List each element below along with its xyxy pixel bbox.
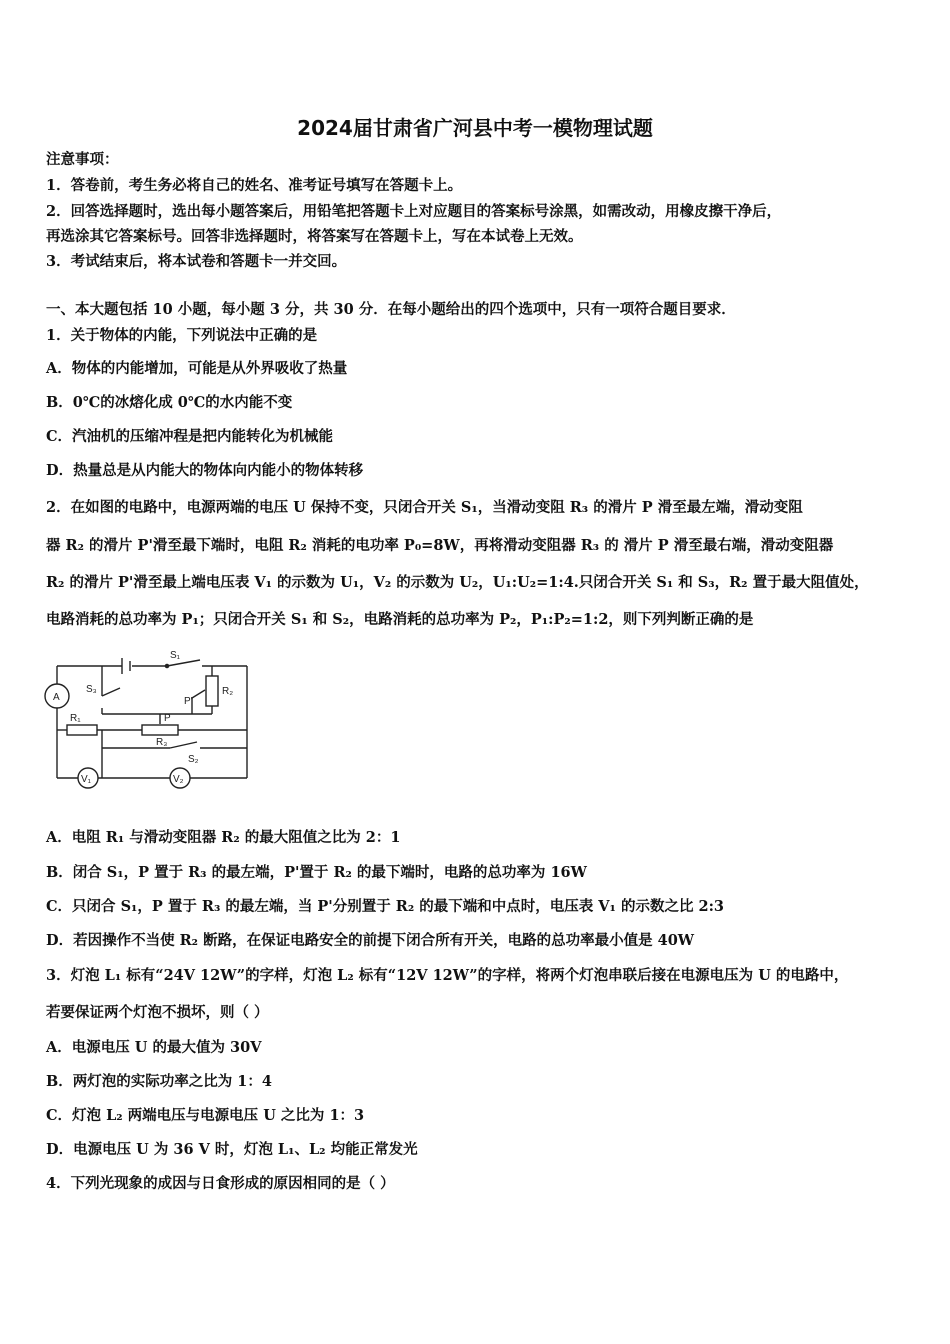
label-r2: R₂ [222,686,234,697]
q2-option-d: D．若因操作不当使 R₂ 断路，在保证电路安全的前提下闭合所有开关，电路的总功率最小值是 40W [46,932,695,949]
q1-option-c: C．汽油机的压缩冲程是把内能转化为机械能 [46,428,334,445]
q1-option-b: B．0℃的冰熔化成 0℃的水内能不变 [46,394,293,411]
notice-heading: 注意事项： [46,151,119,168]
notice-item-2b: 再选涂其它答案标号。回答非选择题时，将答案写在答题卡上，写在本试卷上无效。 [46,228,583,245]
label-v1: V₁ [81,774,92,785]
label-s1: S₁ [170,650,181,661]
q1-option-d: D．热量总是从内能大的物体向内能小的物体转移 [46,462,364,479]
q2-stem-line-3: R₂ 的滑片 P'滑至最上端电压表 V₁ 的示数为 U₁，V₂ 的示数为 U₂，U₁:U₂=1:4.只闭合开关 S₁ 和 S₃，R₂ 置于最大阻值处， [46,574,869,591]
label-v2: V₂ [173,774,184,785]
section-heading: 一、本大题包括 10 小题，每小题 3 分，共 30 分．在每小题给出的四个选项中，只有一项符合题目要求． [46,301,736,318]
q1-option-a: A．物体的内能增加，可能是从外界吸收了热量 [46,360,348,377]
label-s2: S₂ [188,754,199,765]
q2-stem-line-4: 电路消耗的总功率为 P₁；只闭合开关 S₁ 和 S₂，电路消耗的总功率为 P₂，P₁:P₂=1:2，则下列判断正确的是 [46,611,754,628]
q3-stem-line-1: 3．灯泡 L₁ 标有“24V 12W”的字样，灯泡 L₂ 标有“12V 12W”的字样，将两个灯泡串联后接在电源电压为 U 的电路中， [46,967,849,984]
label-ammeter: A [53,692,60,703]
switch-s2 [170,742,197,748]
q3-option-c: C．灯泡 L₂ 两端电压与电源电压 U 之比为 1：3 [46,1107,365,1124]
q4-stem: 4．下列光现象的成因与日食形成的原因相同的是（ ） [46,1175,395,1192]
q3-stem-line-2: 若要保证两个灯泡不损坏，则（ ） [46,1004,269,1021]
q3-option-d: D．电源电压 U 为 36 V 时，灯泡 L₁、L₂ 均能正常发光 [46,1141,418,1158]
switch-s3 [102,688,120,696]
q2-option-b: B．闭合 S₁，P 置于 R₃ 的最左端，P'置于 R₂ 的最下端时，电路的总功率为 16W [46,864,587,881]
resistor-r2 [206,676,218,706]
label-p-prime: P' [184,696,193,707]
notice-item-1: 1．答卷前，考生务必将自己的姓名、准考证号填写在答题卡上。 [46,177,463,194]
circuit-diagram [42,648,262,798]
q3-option-b: B．两灯泡的实际功率之比为 1：4 [46,1073,272,1090]
q2-stem-line-2: 器 R₂ 的滑片 P'滑至最下端时，电阻 R₂ 消耗的电功率 P₀=8W，再将滑动变阻器 R₃ 的 滑片 P 滑至最右端，滑动变阻器 [46,537,834,554]
label-r1: R₁ [70,713,81,724]
notice-item-2a: 2．回答选择题时，选出每小题答案后，用铅笔把答题卡上对应题目的答案标号涂黑，如需改动，用橡皮擦干净后， [46,203,782,220]
slider-p-prime [192,690,205,698]
page-title: 2024届甘肃省广河县中考一模物理试题 [297,116,653,140]
q2-option-a: A．电阻 R₁ 与滑动变阻器 R₂ 的最大阻值之比为 2：1 [46,829,401,846]
q1-stem: 1．关于物体的内能，下列说法中正确的是 [46,327,318,344]
notice-item-3: 3．考试结束后，将本试卷和答题卡一并交回。 [46,253,347,270]
q3-option-a: A．电源电压 U 的最大值为 30V [46,1039,262,1056]
resistor-r3 [142,725,178,735]
label-s3: S₃ [86,684,97,695]
label-p: P [164,713,171,724]
label-r3: R₃ [156,737,168,748]
resistor-r1 [67,725,97,735]
q2-option-c: C．只闭合 S₁，P 置于 R₃ 的最左端，当 P'分别置于 R₂ 的最下端和中点时，电压表 V₁ 的示数之比 2:3 [46,898,725,915]
q2-stem-line-1: 2．在如图的电路中，电源两端的电压 U 保持不变，只闭合开关 S₁，当滑动变阻 R₃ 的滑片 P 滑至最左端，滑动变阻 [46,499,803,516]
